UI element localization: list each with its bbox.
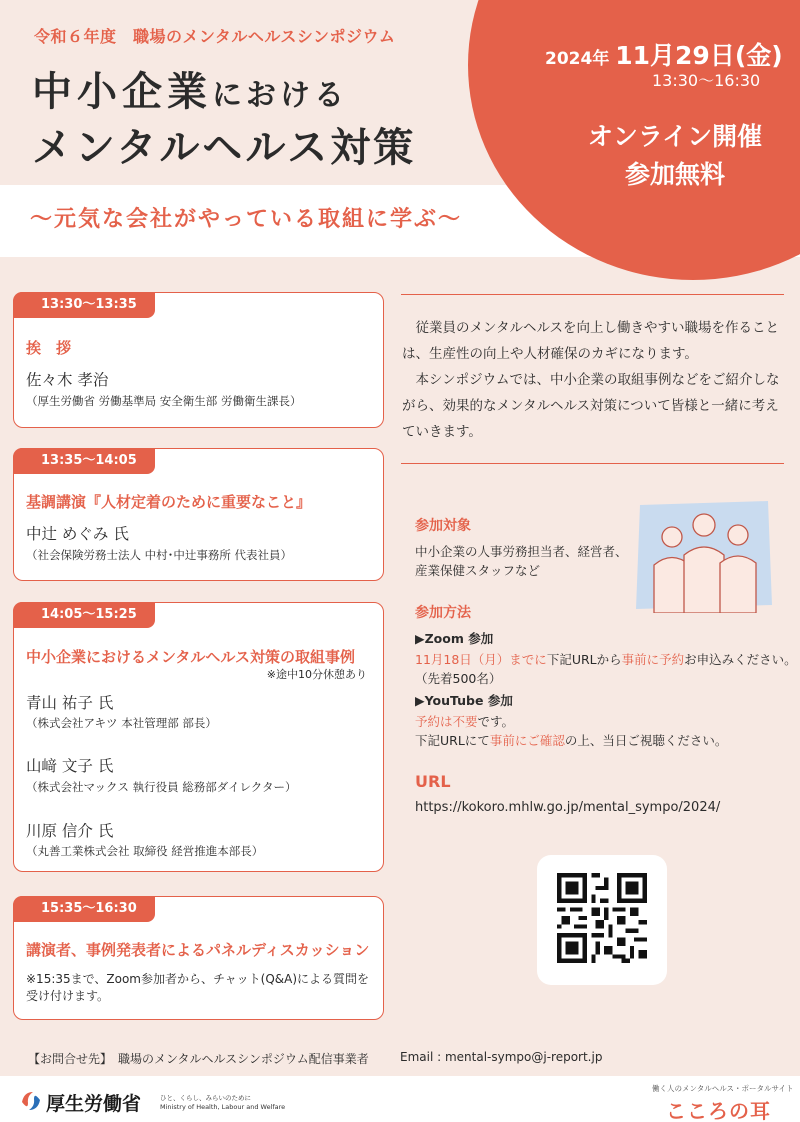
mhlw-logo-icon xyxy=(18,1088,44,1114)
speaker-affiliation: （丸善工業株式会社 取締役 経営推進本部長） xyxy=(26,844,264,858)
speaker-name: 川原 信介 氏 xyxy=(26,822,114,840)
speaker-name: 中辻 めぐみ 氏 xyxy=(26,525,129,543)
session-time: 13:35〜14:05 xyxy=(13,448,155,474)
session-title: 中小企業におけるメンタルヘルス対策の取組事例 xyxy=(26,648,355,666)
session-panel xyxy=(13,896,384,1020)
speaker-name: 山﨑 文子 氏 xyxy=(26,757,114,775)
divider xyxy=(401,463,784,464)
qr-code[interactable] xyxy=(557,873,647,963)
workers-illustration xyxy=(630,495,775,613)
session-case-studies xyxy=(13,602,384,872)
session-time: 13:30〜13:35 xyxy=(13,292,155,318)
speaker-affiliation: （株式会社アキツ 本社管理部 部長） xyxy=(26,716,217,730)
session-title: 講演者、事例発表者によるパネルディスカッション xyxy=(26,941,370,959)
url-link[interactable]: https://kokoro.mhlw.go.jp/mental_sympo/2024/ xyxy=(415,800,721,815)
zoom-label: ▶Zoom 参加 xyxy=(415,631,494,646)
session-title: 基調講演『人材定着のために重要なこと』 xyxy=(26,493,312,511)
title-line-2: メンタルヘルス対策 xyxy=(32,125,417,171)
youtube-instructions: 予約は不要です。 下記URLにて事前にご確認の上、当日ご視聴ください。 xyxy=(415,714,728,748)
zoom-instructions: 11月18日（月）までに下記URLから事前に予約お申込みください。 （先着500名） xyxy=(415,652,797,686)
session-time: 14:05〜15:25 xyxy=(13,602,155,628)
portal-tagline: 働く人のメンタルヘルス・ポータルサイト xyxy=(652,1084,794,1093)
speaker-name: 青山 祐子 氏 xyxy=(26,694,114,712)
event-date: 2024年 11月29日(金) xyxy=(545,41,783,70)
speaker-name: 佐々木 孝治 xyxy=(26,371,109,389)
event-time: 13:30〜16:30 xyxy=(652,71,761,90)
method-heading: 参加方法 xyxy=(415,605,471,621)
ministry-name: 厚生労働省 xyxy=(46,1093,142,1115)
youtube-label: ▶YouTube 参加 xyxy=(415,693,513,708)
break-note: ※途中10分休憩あり xyxy=(266,668,367,681)
session-greeting xyxy=(13,292,384,428)
ministry-tagline: ひと、くらし、みらいのために Ministry of Health, Labour and Welfare xyxy=(160,1094,286,1111)
intro-paragraph: 本シンポジウムでは、中小企業の取組事例などをご紹介しながら、効果的なメンタルヘルス対策について皆様と一緒に考えていきます。 xyxy=(402,372,780,440)
target-heading: 参加対象 xyxy=(415,518,471,534)
session-description: ※15:35まで、Zoom参加者から、チャット(Q&A)による質問を受け付けます。 xyxy=(26,972,370,1003)
session-time: 15:35〜16:30 xyxy=(13,896,155,922)
intro-text xyxy=(402,315,782,445)
speaker-affiliation: （厚生労働省 労働基準局 安全衛生部 労働衛生課長） xyxy=(26,394,302,408)
contact-info: 【お問合せ先】 職場のメンタルヘルスシンポジウム配信事業者 xyxy=(28,1052,369,1066)
subtitle: 〜元気な会社がやっている取組に学ぶ〜 xyxy=(30,207,463,232)
contact-email[interactable]: Email : mental-sympo@j-report.jp xyxy=(400,1050,603,1064)
portal-logo: こころの耳 xyxy=(666,1099,771,1122)
speaker-affiliation: （株式会社マックス 執行役員 総務部ダイレクター） xyxy=(26,780,297,794)
online-badge: オンライン開催 参加無料 xyxy=(587,122,763,189)
session-title: 挨 拶 xyxy=(26,339,72,357)
speaker-affiliation: （社会保険労務士法人 中村･中辻事務所 代表社員） xyxy=(26,548,293,562)
event-kicker: 令和６年度 職場のメンタルヘルスシンポジウム xyxy=(34,27,396,46)
divider xyxy=(401,294,784,295)
session-keynote xyxy=(13,448,384,581)
title-line-1: 中小企業における xyxy=(32,69,348,115)
intro-paragraph: 従業員のメンタルヘルスを向上し働きやすい職場を作ることは、生産性の向上や人材確保のカギになります。 xyxy=(402,320,780,362)
url-heading: URL xyxy=(415,772,451,791)
target-text: 中小企業の人事労務担当者、経営者、 産業保健スタッフなど xyxy=(415,544,628,578)
